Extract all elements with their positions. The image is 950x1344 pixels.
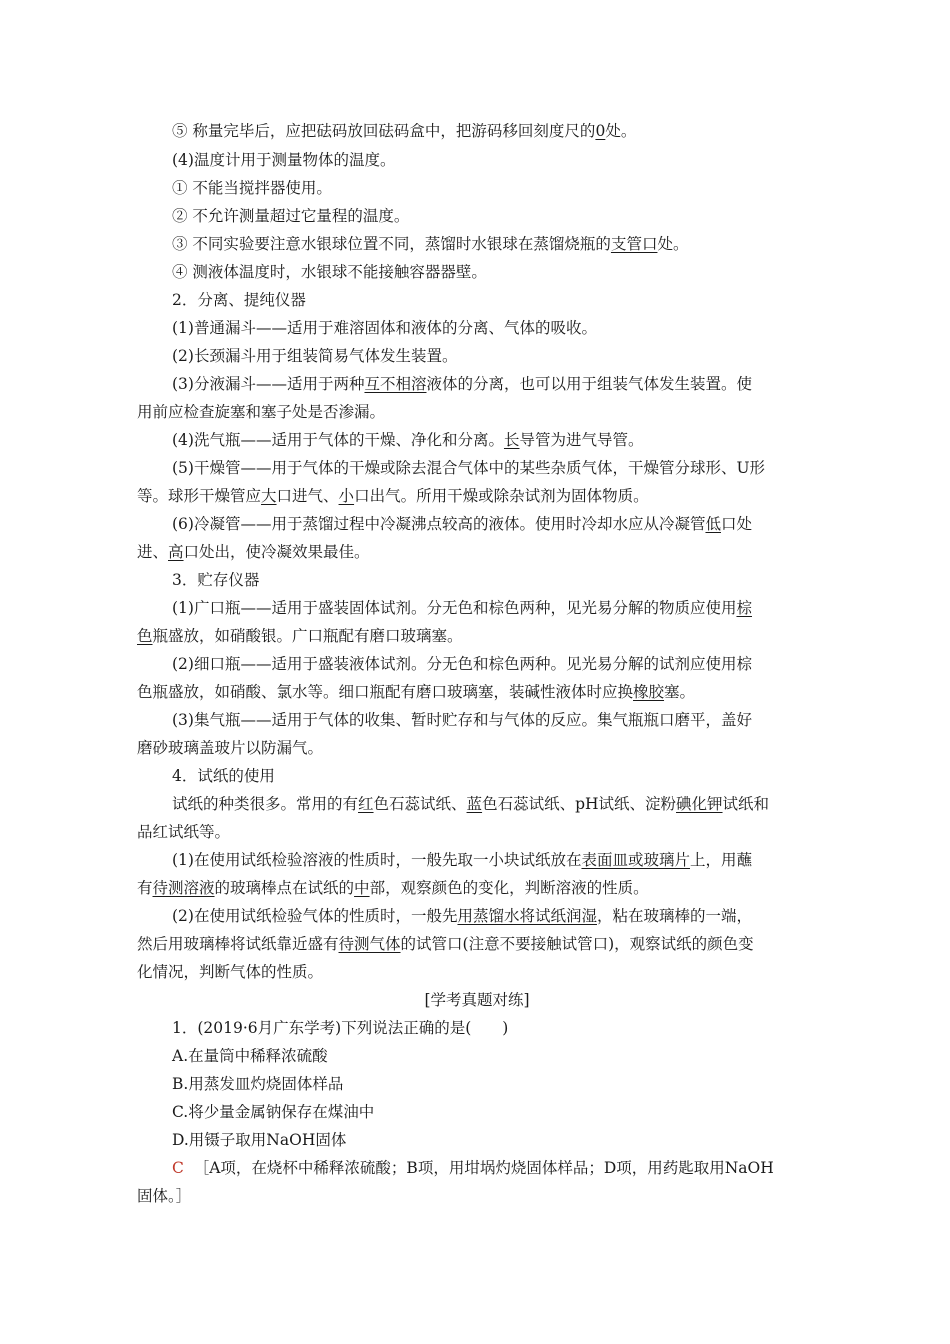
answer-explanation: C ［A项，在烧杯中稀释浓硫酸；B项，用坩埚灼烧固体样品；D项，用药匙取用NaOH [172, 1159, 774, 1177]
answer-explanation-cont: 固体。］ [137, 1187, 192, 1205]
text-line: (2)在使用试纸检验气体的性质时，一般先用蒸馏水将试纸润湿，粘在玻璃棒的一端， [172, 907, 752, 925]
text-line: 等。球形干燥管应大口进气、小口出气。所用干燥或除杂试剂为固体物质。 [137, 487, 649, 505]
text-line: 用前应检查旋塞和塞子处是否渗漏。 [137, 403, 386, 421]
question-stem: 1．(2019·6月广东学考)下列说法正确的是( ) [172, 1019, 509, 1037]
text-line: 然后用玻璃棒将试纸靠近盛有待测气体的试管口(注意不要接触试管口)，观察试纸的颜色变 [137, 935, 754, 953]
text-line: (3)分液漏斗——适用于两种互不相溶液体的分离，也可以用于组装气体发生装置。使 [172, 375, 752, 393]
text-line: 磨砂玻璃盖玻片以防漏气。 [137, 739, 324, 757]
text-line: 试纸的种类很多。常用的有红色石蕊试纸、蓝色石蕊试纸、pH试纸、淀粉碘化钾试纸和 [172, 795, 770, 813]
text-line: ④ 测液体温度时，水银球不能接触容器器壁。 [172, 263, 487, 281]
text-line: ① 不能当搅拌器使用。 [172, 179, 332, 197]
text-line: (1)广口瓶——适用于盛装固体试剂。分无色和棕色两种，见光易分解的物质应使用棕 [172, 599, 752, 617]
option-a: A.在量筒中稀释浓硫酸 [172, 1047, 328, 1065]
text-line: ③ 不同实验要注意水银球位置不同，蒸馏时水银球在蒸馏烧瓶的支管口处。 [172, 235, 689, 253]
text-line: 色瓶盛放，如硝酸、氯水等。细口瓶配有磨口玻璃塞，装碱性液体时应换橡胶塞。 [137, 683, 696, 701]
text-line: (6)冷凝管——用于蒸馏过程中冷凝沸点较高的液体。使用时冷却水应从冷凝管低口处 [172, 515, 752, 533]
option-c: C.将少量金属钠保存在煤油中 [172, 1103, 375, 1121]
text-line: (1)在使用试纸检验溶液的性质时，一般先取一小块试纸放在表面皿或玻璃片上，用蘸 [172, 851, 752, 869]
option-b: B.用蒸发皿灼烧固体样品 [172, 1075, 344, 1093]
text-line: ② 不允许测量超过它量程的温度。 [172, 207, 410, 225]
text-line: (2)长颈漏斗用于组装简易气体发生装置。 [172, 347, 458, 365]
text-line: (3)集气瓶——适用于气体的收集、暂时贮存和与气体的反应。集气瓶瓶口磨平，盖好 [172, 711, 752, 729]
section-heading: 4．试纸的使用 [172, 767, 275, 785]
text-line: (4)温度计用于测量物体的温度。 [172, 151, 396, 169]
text-line: 品红试纸等。 [137, 823, 231, 841]
option-d: D.用镊子取用NaOH固体 [172, 1131, 347, 1149]
text-line: (5)干燥管——用于气体的干燥或除去混合气体中的某些杂质气体，干燥管分球形、U形 [172, 459, 766, 477]
section-heading: 2．分离、提纯仪器 [172, 291, 306, 309]
exercise-heading: [学考真题对练] [424, 991, 530, 1009]
text-line: (4)洗气瓶——适用于气体的干燥、净化和分离。长导管为进气导管。 [172, 431, 644, 449]
text-line: 有待测溶液的玻璃棒点在试纸的中部，观察颜色的变化，判断溶液的性质。 [137, 879, 649, 897]
text-line: ⑤ 称量完毕后，应把砝码放回砝码盒中，把游码移回刻度尺的0处。 [172, 122, 637, 140]
text-line: 化情况，判断气体的性质。 [137, 963, 324, 981]
section-heading: 3．贮存仪器 [172, 571, 260, 589]
text-line: 进、高口处出，使冷凝效果最佳。 [137, 543, 370, 561]
text-line: 色瓶盛放，如硝酸银。广口瓶配有磨口玻璃塞。 [137, 627, 463, 645]
text-line: (1)普通漏斗——适用于难溶固体和液体的分离、气体的吸收。 [172, 319, 597, 337]
answer-letter: C [172, 1159, 184, 1177]
text-line: (2)细口瓶——适用于盛装液体试剂。分无色和棕色两种。见光易分解的试剂应使用棕 [172, 655, 752, 673]
